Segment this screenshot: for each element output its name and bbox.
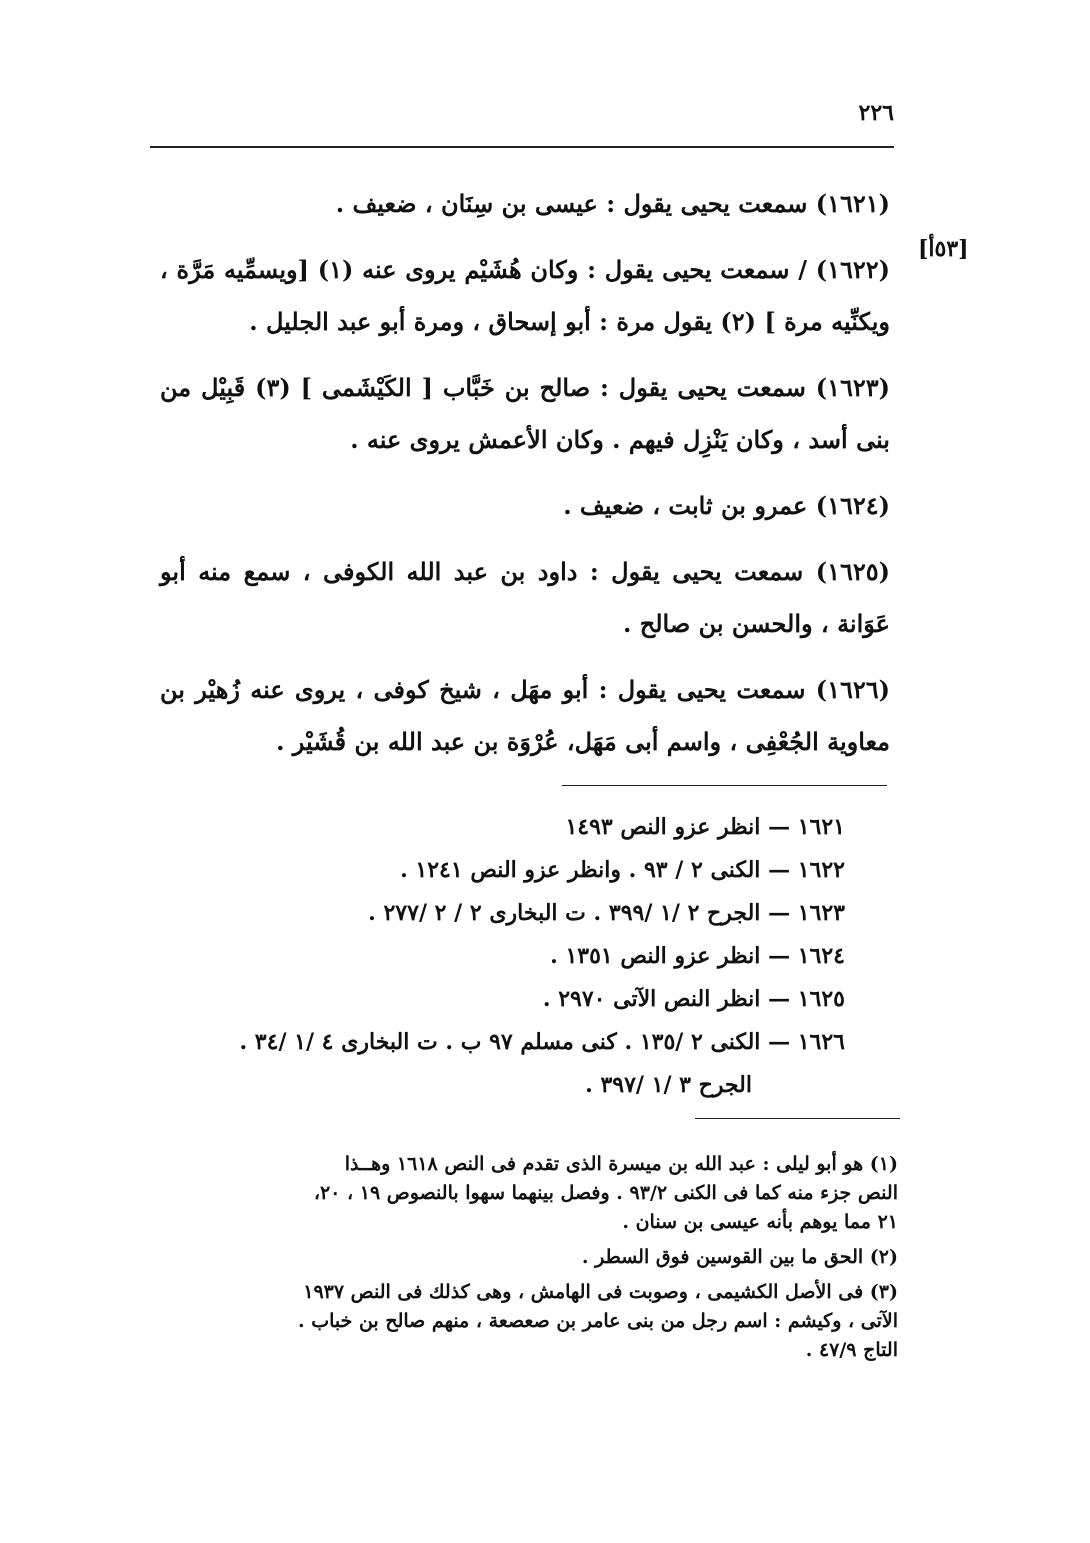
- footnote-line: النص جزء منه كما فى الكنى ٩٣/٢ . وفصل بينهما سهوا بالنصوص ١٩ ، ٢٠،: [313, 1182, 898, 1204]
- reference-1622: ١٦٢٢ — الكنى ٢ / ٩٣ . وانظر عزو النص ١٢٤١ .: [400, 857, 845, 883]
- reference-1623: ١٦٢٣ — الجرح ٢ /١ /٣٩٩ . ت البخارى ٢ / ٢ /٢٧٧ .: [368, 900, 845, 926]
- reference-1626: ١٦٢٦ — الكنى ٢ /١٣٥ . كنى مسلم ٩٧ ب . ت البخارى ٤ /١ /٣٤ .: [239, 1029, 845, 1055]
- reference-1626-continuation: الجرح ٣ /١ /٣٩٧ .: [585, 1072, 752, 1098]
- reference-1624: ١٦٢٤ — انظر عزو النص ١٣٥١ .: [550, 943, 845, 969]
- manuscript-folio-ref: [٥٣أ]: [918, 236, 969, 262]
- footnote-line: التاج ٤٧/٩ .: [805, 1339, 898, 1361]
- footnotes: [150, 1150, 898, 1371]
- entry-1625: (١٦٢٥) سمعت يحيى يقول : داود بن عبد الله الكوفى ، سمع منه أبو عَوَانة ، والحسن بن صالح .: [160, 557, 890, 638]
- references-rule: [562, 785, 887, 786]
- entry-1626: (١٦٢٦) سمعت يحيى يقول : أبو مهَل ، شيخ كوفى ، يروى عنه زُهيْر بن معاوية الجُعْفِى ، واسم أبى مَهَل، عُرْوَة بن عبد الله بن قُشَيْر .: [160, 675, 890, 756]
- entry-1621: (١٦٢١) سمعت يحيى يقول : عيسى بن سِنَان ، ضعيف .: [335, 189, 890, 218]
- footnote-line: ٢١ مما يوهم بأنه عيسى بن سنان .: [622, 1211, 898, 1233]
- footnote-2: [150, 1243, 898, 1272]
- footnote-line: (٢) الحق ما بين القوسين فوق السطر .: [581, 1246, 898, 1268]
- entry-1623: (١٦٢٣) سمعت يحيى يقول : صالح بن خَبَّاب [ الكَيْشَمى ] (٣) قَبِيْل من بنى أسد ، وكان يَنْزِل فيهم . وكان الأعمش يروى عنه .: [160, 373, 891, 454]
- footnote-3: [150, 1278, 898, 1365]
- footnote-line: (٣) فى الأصل الكشيمى ، وصوبت فى الهامش ، وهى كذلك فى النص ١٩٣٧: [303, 1281, 898, 1303]
- reference-1625: ١٦٢٥ — انظر النص الآتى ٢٩٧٠ .: [542, 986, 845, 1012]
- source-references: [150, 806, 845, 1107]
- narration-entries: [160, 178, 890, 768]
- entry-1624: (١٦٢٤) عمرو بن ثابت ، ضعيف .: [563, 491, 890, 520]
- page-number: ٢٢٦: [858, 100, 894, 126]
- footnote-line: الآتى ، وكيشم : اسم رجل من بنى عامر بن صعصعة ، منهم صالح بن خباب .: [297, 1310, 898, 1332]
- footnote-line: (١) هو أبو ليلى : عبد الله بن ميسرة الذى تقدم فى النص ١٦١٨ وهــذا: [344, 1153, 898, 1175]
- header-rule: [150, 146, 894, 148]
- entry-1622: (١٦٢٢) / سمعت يحيى يقول : وكان هُشَيْم يروى عنه (١) [ويسمِّيه مَرَّة ، ويكنِّيه مرة ] (٢) يقول مرة : أبو إسحاق ، ومرة أبو عبد الجليل .: [160, 255, 890, 336]
- footnotes-rule: [695, 1118, 900, 1119]
- footnote-1: [150, 1150, 898, 1237]
- reference-1621: ١٦٢١ — انظر عزو النص ١٤٩٣: [565, 814, 845, 840]
